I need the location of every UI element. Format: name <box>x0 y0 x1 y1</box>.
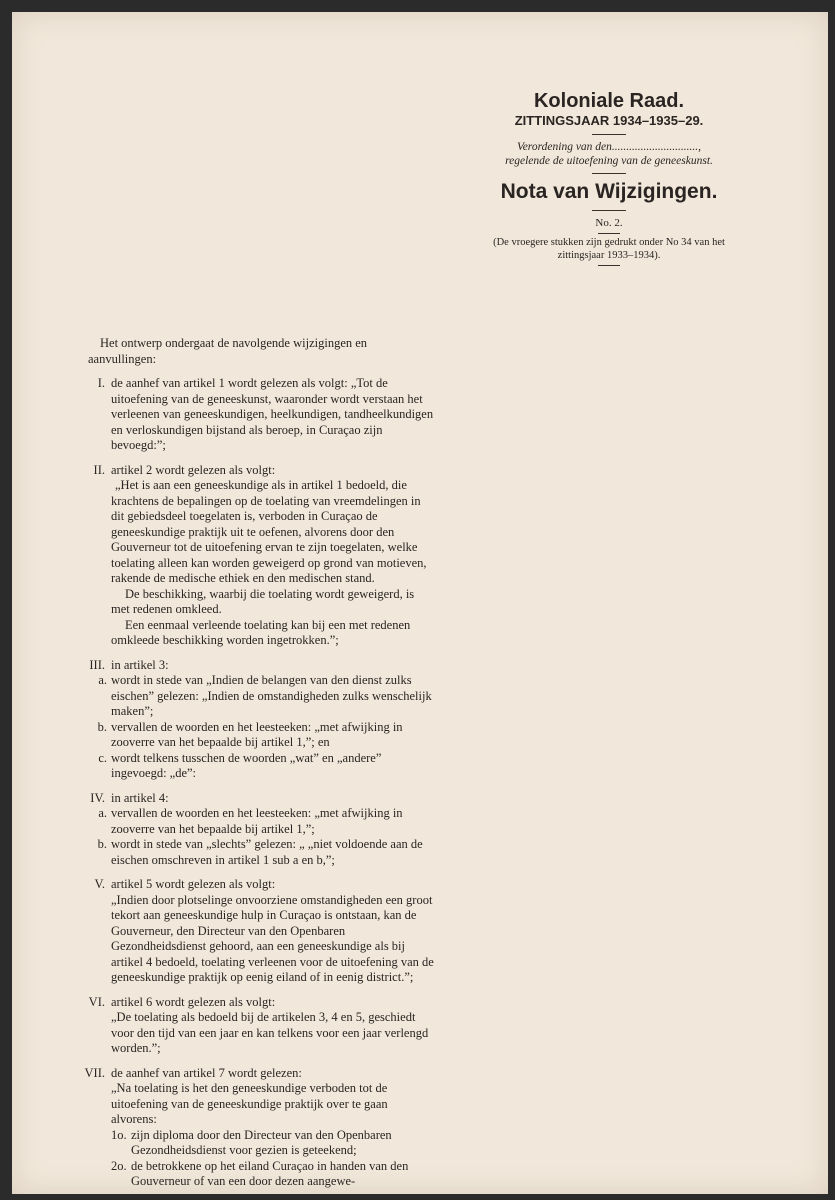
sub-item <box>97 837 435 868</box>
document-page <box>12 12 828 1194</box>
enumerated-item <box>111 1128 435 1159</box>
sub-item-text: vervallen de woorden en het leesteeken: „met afwijking in zooverre van het bepaalde bij artikel 1,”; <box>111 806 403 836</box>
document-number: No. 2. <box>595 217 623 229</box>
item-text: de aanhef van artikel 7 wordt gelezen: <box>111 1065 302 1080</box>
sub-item-letter: b. <box>97 719 107 734</box>
item-number: I. <box>97 376 105 390</box>
item-text: artikel 6 wordt gelezen als volgt: <box>111 994 276 1009</box>
item-text: in artikel 3: <box>111 657 169 672</box>
enumerated-text: zijn diploma door den Directeur van den Openbaren Gezondheidsdienst voor gezien is geteekend; <box>131 1127 392 1157</box>
item-number: III. <box>89 657 105 672</box>
sub-item-letter: a. <box>98 806 107 820</box>
divider <box>598 233 620 234</box>
amendment-item <box>75 1066 435 1190</box>
item-text: artikel 5 wordt gelezen als volgt: <box>111 877 276 891</box>
amendment-item <box>75 376 435 454</box>
sub-item-letter: a. <box>98 673 107 687</box>
amendment-item <box>75 658 435 782</box>
item-number: V. <box>94 877 105 891</box>
sub-item-text: wordt in stede van „slechts” gelezen: „ „niet voldoende aan de eischen omschreven in artikel 1 sub a en b,”; <box>111 837 423 867</box>
intro-paragraph: Het ontwerp ondergaat de navolgende wijzigingen en aanvullingen: <box>88 336 368 366</box>
enumerated-number: 1o. <box>111 1127 127 1142</box>
item-text: artikel 2 wordt gelezen als volgt: <box>111 462 276 477</box>
session-year: ZITTINGSJAAR 1934–1935–29. <box>514 113 704 128</box>
sub-item-text: wordt telkens tusschen de woorden „wat” en „andere” ingevoegd: „de”: <box>111 750 382 780</box>
sub-item <box>97 719 435 751</box>
enumerated-item <box>111 1159 435 1190</box>
council-title: Koloniale Raad. <box>533 90 685 112</box>
sub-item-text: vervallen de woorden en het leesteeken: „met afwijking in zooverre van het bepaalde bij artikel 1,”; en <box>111 719 403 749</box>
enumerated-number: 2o. <box>111 1158 127 1173</box>
document-body <box>75 336 435 1199</box>
item-quote: „Na toelating is het den geneeskundige verboden tot de uitoefening van de geneeskundige praktijk over te gaan alvorens: <box>111 1081 388 1126</box>
enumerated-text: de betrokkene op het eiland Curaçao in handen van den Gouverneur of van een door dezen aangewe- <box>131 1158 409 1188</box>
item-number: VII. <box>84 1065 105 1080</box>
divider <box>592 210 626 211</box>
sub-item <box>98 673 435 720</box>
divider <box>592 173 626 174</box>
item-text: de aanhef van artikel 1 wordt gelezen als volgt: „Tot de uitoefening van de geneeskunst, waaronder wordt verstaan het verleenen van geneeskundigen, heelkundigen, tandheelkundigen en verloskundigen bijstand als beroep, in Curaçao zijn bevoegd:”; <box>111 376 434 452</box>
amendment-item <box>75 791 435 869</box>
sub-item-letter: b. <box>97 837 107 851</box>
item-quote: „Indien door plotselinge onvoorziene omstandigheden een groot tekort aan geneeskundige hulp in Curaçao is ontstaan, kan de Gouverneur, den Directeur van den Openbaren Gezondheidsdienst gehoord, aan een geneeskundige als bij artikel 4 bedoeld, toelating verleenen voor de uitoefening van de geneeskundige praktijk op eenig eiland of in eenig district.”; <box>111 892 434 984</box>
divider <box>598 265 620 266</box>
divider <box>592 134 626 135</box>
item-quote: „Het is aan een geneeskundige als in artikel 1 bedoeld, die krachtens de bepalingen op de toelating van vreemdelingen in dit gebiedsdeel toegelaten is, verboden in Curaçao de geneeskundige praktijk uit te oefenen, alvorens door den Gouverneur tot de uitoefening ervan te zijn toegelaten, welke toelating alleen kan worden geweigerd op grond van motieven, rakende de medische ethiek en den medischen stand. <box>111 478 427 585</box>
reference-note: (De vroegere stukken zijn gedrukt onder No 34 van het zittingsjaar 1933–1934). <box>493 237 725 261</box>
item-text: in artikel 4: <box>111 790 169 805</box>
sub-item <box>98 750 435 782</box>
subject-line-1: Verordening van den.............................., <box>516 141 702 153</box>
sub-item <box>98 806 435 837</box>
sub-item-letter: c. <box>98 750 107 765</box>
nota-title: Nota van Wijzigingen. <box>500 180 718 203</box>
item-paragraph: Een eenmaal verleende toelating kan bij een met redenen omkleede beschikking worden ingetrokken.”; <box>111 617 411 647</box>
item-number: II. <box>93 462 105 477</box>
subject-line-2: regelende de uitoefening van de geneeskunst. <box>505 155 713 167</box>
item-number: VI. <box>88 994 105 1009</box>
document-header <box>474 90 744 269</box>
sub-item-text: wordt in stede van „Indien de belangen van den dienst zulks eischen” gelezen: „Indien de omstandigheden zulks wenschelijk maken”; <box>111 673 432 718</box>
item-paragraph: De beschikking, waarbij die toelating wordt geweigerd, is met redenen omkleed. <box>111 586 415 616</box>
item-number: IV. <box>90 790 105 805</box>
amendment-item <box>75 463 435 649</box>
amendment-item <box>75 995 435 1057</box>
amendment-item <box>75 877 435 986</box>
item-quote: „De toelating als bedoeld bij de artikelen 3, 4 en 5, geschiedt voor den tijd van een jaar en kan telkens voor een jaar verlengd worden.”; <box>111 1010 429 1055</box>
